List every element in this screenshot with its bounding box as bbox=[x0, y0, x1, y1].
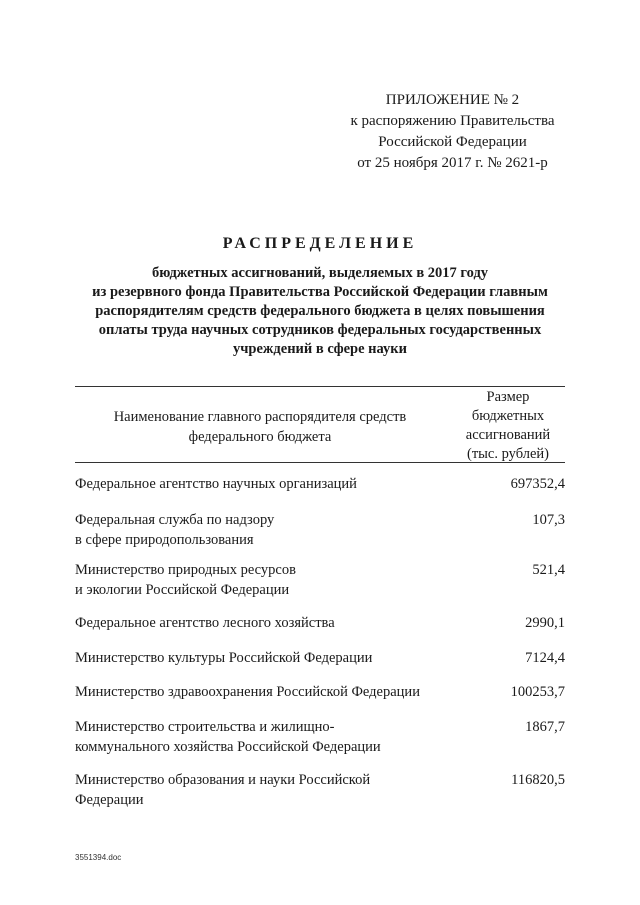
row-value: 697352,4 bbox=[510, 476, 565, 492]
row-value: 116820,5 bbox=[511, 772, 565, 788]
table-top-rule bbox=[75, 386, 565, 387]
header-text: Наименование главного распорядителя средств bbox=[113, 409, 407, 425]
row-value: 1867,7 bbox=[525, 719, 565, 735]
row-value: 100253,7 bbox=[510, 684, 565, 700]
appendix-block bbox=[330, 90, 575, 174]
row-value: 7124,4 bbox=[525, 650, 565, 666]
appendix-authority: Российской Федерации bbox=[378, 134, 527, 150]
row-name-line: Министерство здравоохранения Российской Федерации bbox=[75, 684, 420, 700]
table-header-rule bbox=[75, 462, 565, 463]
row-name bbox=[75, 717, 455, 757]
row-value: 2990,1 bbox=[525, 615, 565, 631]
row-name-line: Министерство природных ресурсов bbox=[75, 562, 296, 578]
row-value: 521,4 bbox=[532, 562, 565, 578]
subtitle-line: из резервного фонда Правительства Российской Федерации главным bbox=[92, 284, 548, 300]
column-header-amount bbox=[448, 388, 568, 464]
row-name bbox=[75, 770, 455, 810]
row-name bbox=[75, 648, 455, 668]
column-header-name bbox=[75, 407, 445, 447]
row-name-line: и экологии Российской Федерации bbox=[75, 582, 290, 598]
row-name-line: Министерство строительства и жилищно- bbox=[75, 719, 335, 735]
document-filename: 3551394.doc bbox=[75, 853, 122, 862]
header-text: (тыс. рублей) bbox=[467, 446, 549, 462]
header-text: бюджетных bbox=[471, 408, 545, 424]
row-name-line: Министерство культуры Российской Федерации bbox=[75, 650, 373, 666]
row-name bbox=[75, 613, 455, 633]
appendix-number: ПРИЛОЖЕНИЕ № 2 bbox=[385, 92, 520, 108]
row-name-line: Федеральное агентство лесного хозяйства bbox=[75, 615, 335, 631]
row-name-line: Федерации bbox=[75, 792, 144, 808]
row-name bbox=[75, 474, 455, 494]
row-name bbox=[75, 682, 455, 702]
subtitle-line: распорядителям средств федерального бюджета в целях повышения bbox=[95, 303, 545, 319]
row-name-line: в сфере природопользования bbox=[75, 532, 254, 548]
document-title: РАСПРЕДЕЛЕНИЕ bbox=[222, 235, 418, 252]
subtitle-line: учреждений в сфере науки bbox=[232, 341, 408, 357]
header-text: Размер bbox=[486, 389, 530, 405]
header-text: ассигнований bbox=[465, 427, 551, 443]
row-name-line: Федеральное агентство научных организаций bbox=[75, 476, 357, 492]
row-name bbox=[75, 560, 455, 600]
document-subtitle bbox=[60, 264, 580, 359]
row-name-line: Федеральная служба по надзору bbox=[75, 512, 275, 528]
row-value: 107,3 bbox=[532, 512, 565, 528]
appendix-date: от 25 ноября 2017 г. № 2621-р bbox=[357, 155, 548, 171]
row-name-line: коммунального хозяйства Российской Федерации bbox=[75, 739, 381, 755]
appendix-reference: к распоряжению Правительства bbox=[350, 113, 555, 129]
subtitle-line: бюджетных ассигнований, выделяемых в 2017 году bbox=[151, 265, 489, 281]
subtitle-line: оплаты труда научных сотрудников федеральных государственных bbox=[98, 322, 542, 338]
row-name bbox=[75, 510, 455, 550]
row-name-line: Министерство образования и науки Российской bbox=[75, 772, 371, 788]
header-text: федерального бюджета bbox=[188, 429, 332, 445]
